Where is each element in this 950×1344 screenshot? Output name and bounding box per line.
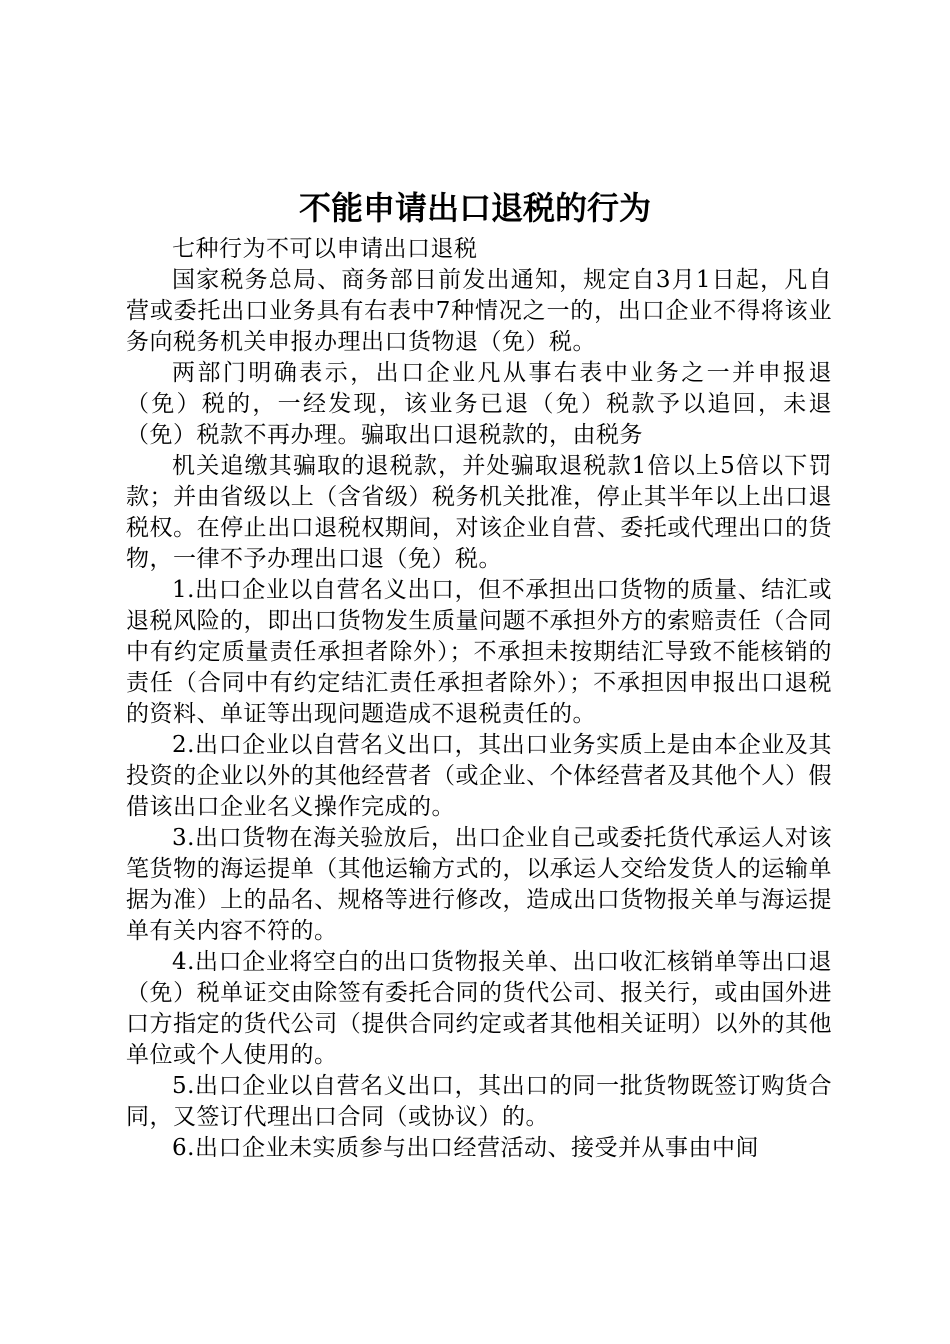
paragraph-subtitle: 七种行为不可以申请出口退税 [172,236,478,262]
paragraph-item-4: 4.出口企业将空白的出口货物报关单、出口收汇核销单等出口退（免）税单证交由除签有委托合同的货代公司、报关行，或由国外进口方指定的货代公司（提供合同约定或者其他相关证明）以外的其他单位或个人使用的。 [126,949,832,1068]
paragraph-penalty-continued: 机关追缴其骗取的退税款，并处骗取退税款1倍以上5倍以下罚款；并由省级以上（含省级）税务机关批准，停止其半年以上出口退税权。在停止出口退税权期间，对该企业自营、委托或代理出口的货物，一律不予办理出口退（免）税。 [126,453,832,572]
paragraph-item-2: 2.出口企业以自营名义出口，其出口业务实质上是由本企业及其投资的企业以外的其他经营者（或企业、个体经营者及其他个人）假借该出口企业名义操作完成的。 [126,732,832,820]
paragraph-penalty: 两部门明确表示，出口企业凡从事右表中业务之一并申报退（免）税的，一经发现，该业务已退（免）税款予以追回，未退（免）税款不再办理。骗取出口退税款的，由税务 [126,360,832,448]
document-body [126,234,832,1164]
paragraph-item-6: 6.出口企业未实质参与出口经营活动、接受并从事由中间 [172,1135,759,1161]
paragraph-notice: 国家税务总局、商务部日前发出通知，规定自3月1日起，凡自营或委托出口业务具有右表中7种情况之一的，出口企业不得将该业务向税务机关申报办理出口货物退（免）税。 [126,267,832,355]
document-title: 不能申请出口退税的行为 [298,189,651,227]
paragraph-item-3: 3.出口货物在海关验放后，出口企业自己或委托货代承运人对该笔货物的海运提单（其他运输方式的，以承运人交给发货人的运输单据为准）上的品名、规格等进行修改，造成出口货物报关单与海运提单有关内容不符的。 [126,825,832,944]
paragraph-item-5: 5.出口企业以自营名义出口，其出口的同一批货物既签订购货合同，又签订代理出口合同（或协议）的。 [126,1073,832,1130]
paragraph-item-1: 1.出口企业以自营名义出口，但不承担出口货物的质量、结汇或退税风险的，即出口货物发生质量问题不承担外方的索赔责任（合同中有约定质量责任承担者除外）；不承担未按期结汇导致不能核销的责任（合同中有约定结汇责任承担者除外）；不承担因申报出口退税的资料、单证等出现问题造成不退税责任的。 [126,577,832,727]
